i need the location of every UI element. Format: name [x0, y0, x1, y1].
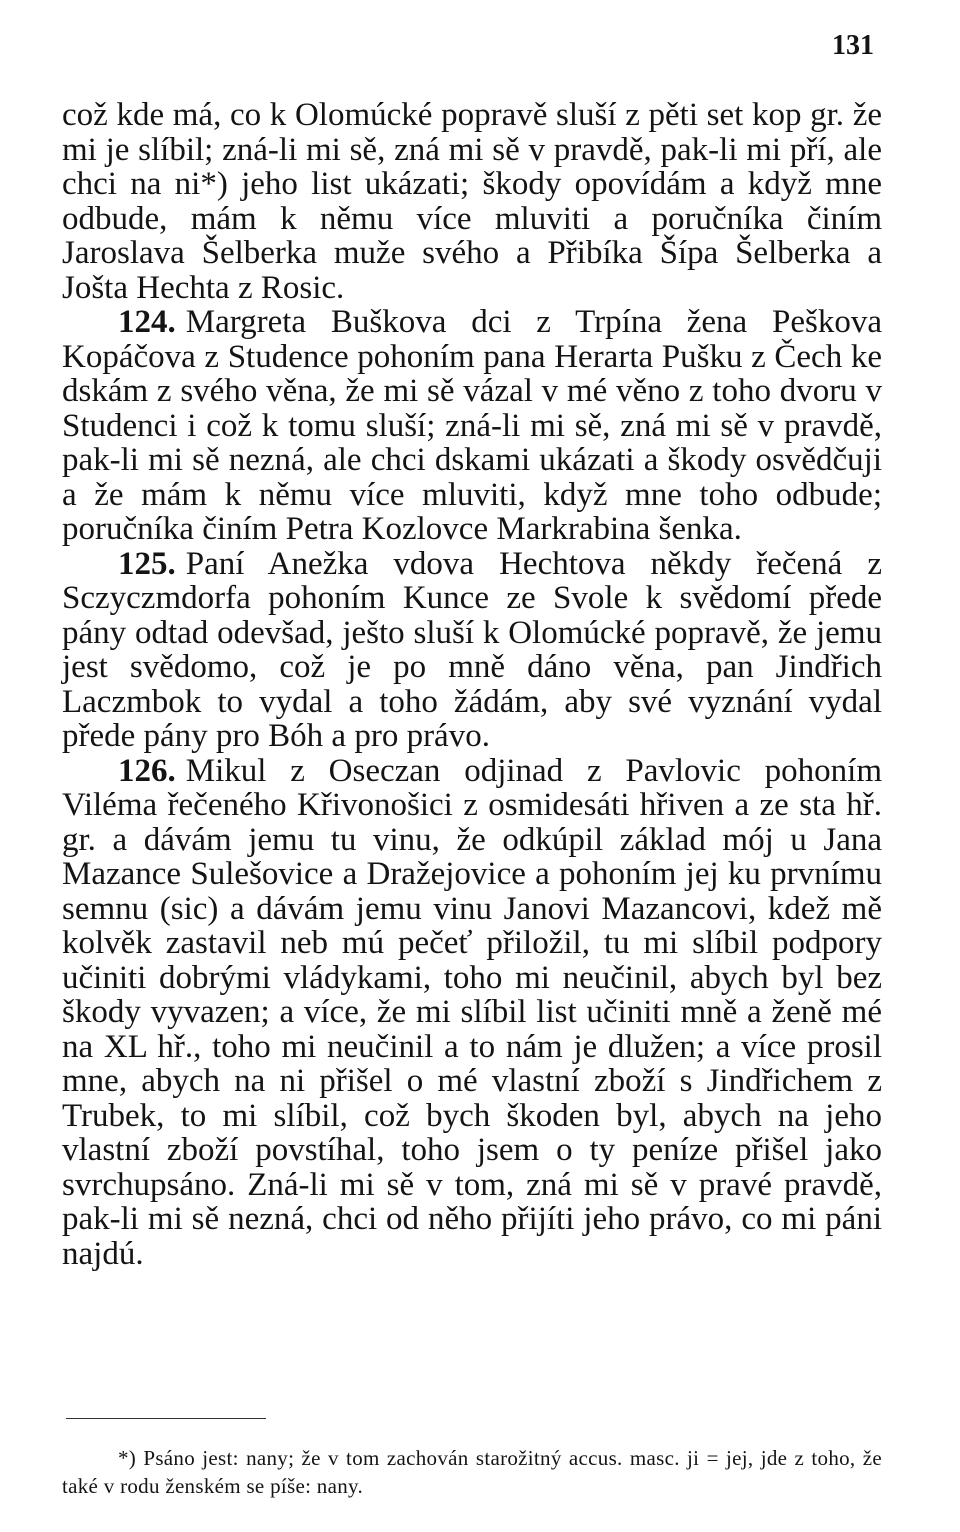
entry-text: Margreta Buškova dci z Trpína žena Peškova Kopáčova z Studence pohoním pana Herarta Pušku z Čech ke dskám z svého věna, že mi sě vázal v mé věno z toho dvoru v Studenci i což k tomu sluší; zná-li mi sě, zná mi sě v pravdě, pak-li mi sě nezná, ale chci dskami ukázati a škody osvědčuji a že mám k němu více mluviti, když mne toho odbude; poručníka činím Petra Kozlovce Markrabina šenka.	[62, 304, 882, 547]
paragraph-text: což kde má, co k Olomúcké popravě sluší z pěti set kop gr. že mi je slíbil; zná-li mi sě, zná mi sě v pravdě, pak-li mi pří, ale chci na ni*) jeho list ukázati; škody opovídám a když mne odbude, mám k němu více mluviti a poručníka činím Jaroslava Šelberka muže svého a Přibíka Šípa Šelberka a Jošta Hechta z Rosic.	[62, 97, 882, 306]
footnote: *) Psáno jest: nany; že v tom zachován starožitný accus. masc. ji = jej, jde z toho, že také v rodu ženském se píše: nany.	[62, 1446, 882, 1498]
entry-124	[62, 305, 882, 547]
entry-125	[62, 547, 882, 754]
paragraph-continuation	[62, 98, 882, 305]
entry-126	[62, 754, 882, 1272]
footnote-divider	[66, 1418, 266, 1419]
entry-text: Mikul z Oseczan odjinad z Pavlovic pohoním Viléma řečeného Křivonošici z osmidesáti hřiven a ze sta hř. gr. a dávám jemu tu vinu, že odkúpil základ mój u Jana Mazance Sulešovice a Dražejovice a pohoním jej ku prvnímu semnu (sic) a dávám jemu vinu Janovi Mazancovi, kdež mě kolvěk zastavil neb mú pečeť přiložil, tu mi slíbil podpory učiniti dobrými vládykami, toho mi neučinil, abych byl bez škody vyvazen; a více, že mi slíbil list učiniti mně a ženě mé na XL hř., toho mi neučinil a to nám je dlužen; a více prosil mne, abych na ni přišel o mé vlastní zboží s Jindřichem z Trubek, to mi slíbil, což bych škoden byl, abych na jeho vlastní zboží povstíhal, toho jsem o ty peníze přišel jako svrchupsáno. Zná-li mi sě v tom, zná mi sě v pravé pravdě, pak-li mi sě nezná, chci od něho přijíti jeho právo, co mi páni najdú.	[62, 752, 882, 1272]
entry-text: Paní Anežka vdova Hechtova někdy řečená z Sczyczmdorfa pohoním Kunce ze Svole k svědomí přede pány odtad odevšad, ješto sluší k Olomúcké popravě, že jemu jest svědomo, což je po mně dáno věna, pan Jindřich Laczmbok to vydal a toho žádám, aby své vyznání vydal přede pány pro Bóh a pro právo.	[62, 545, 882, 754]
entry-number: 126.	[118, 752, 176, 789]
main-text	[62, 98, 882, 1271]
entry-number: 125.	[118, 545, 176, 582]
entry-number: 124.	[118, 304, 176, 340]
page-number: 131	[832, 30, 874, 61]
